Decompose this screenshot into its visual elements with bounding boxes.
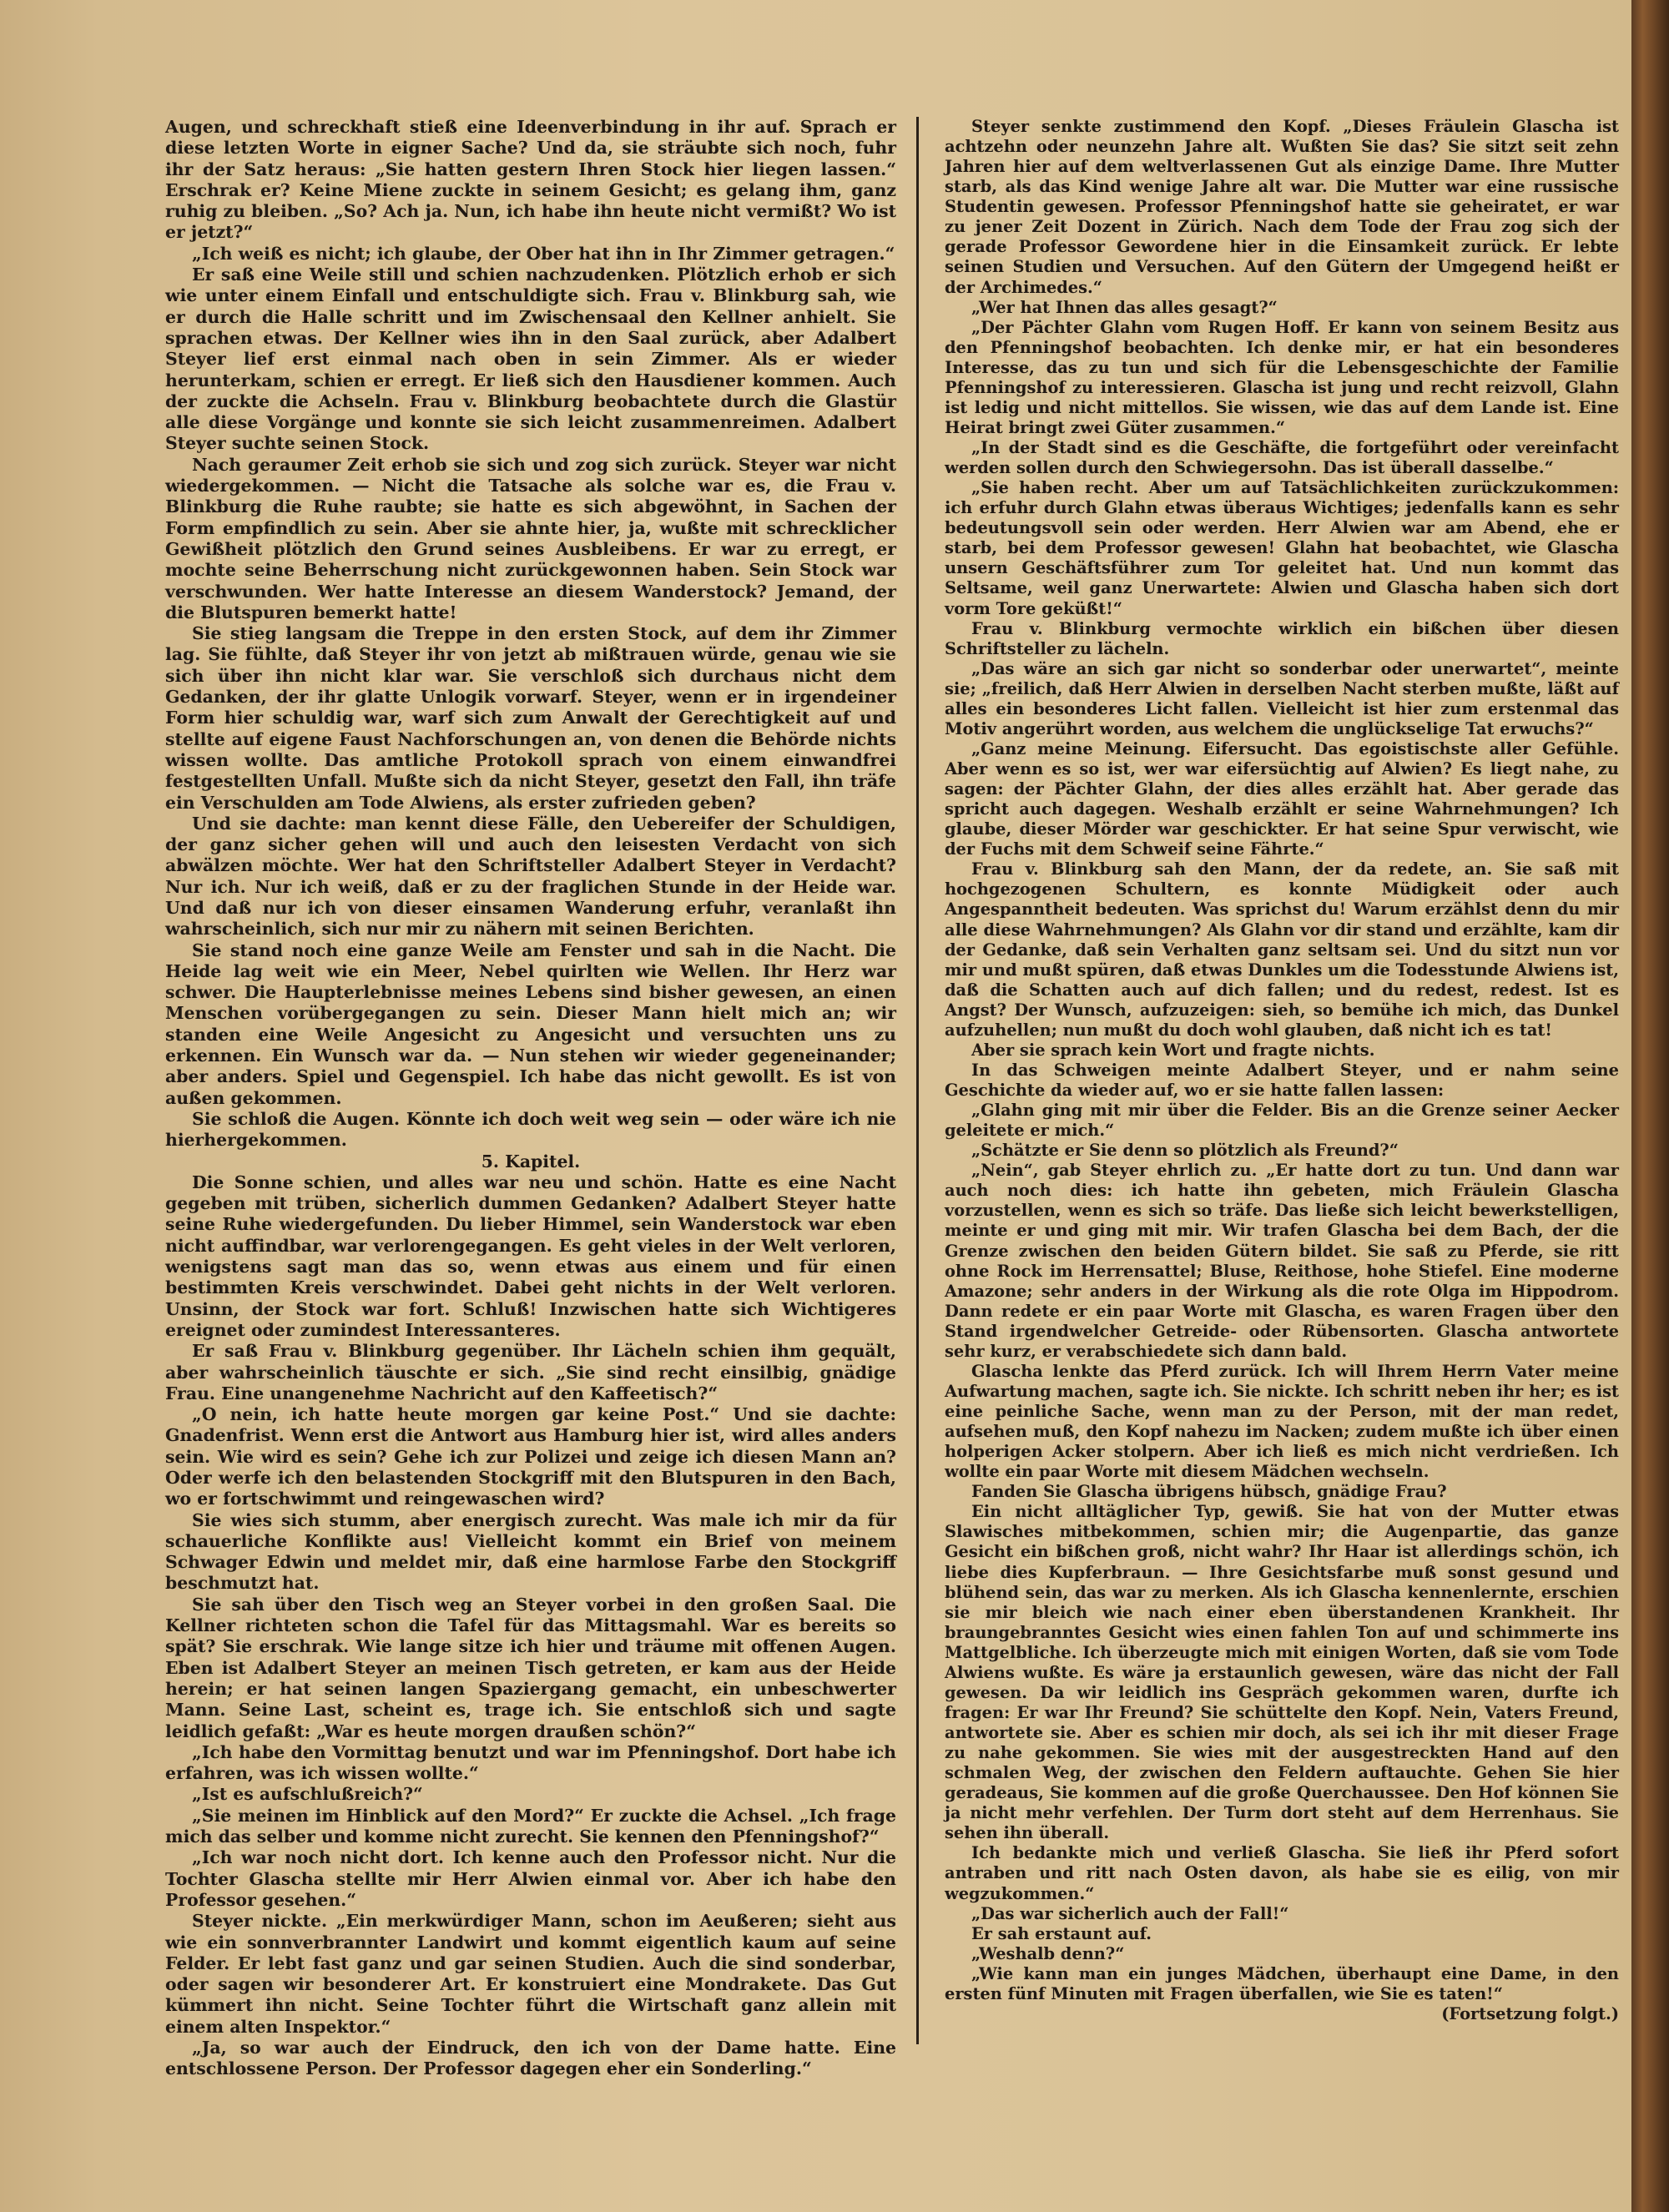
paragraph: „Weshalb denn?“ xyxy=(971,1943,1125,1963)
paragraph: „Ich habe den Vormittag benutzt und war im Pfenningshof. Dort habe ich erfahren, was ich wissen wollte.“ xyxy=(165,1741,896,1784)
paragraph: „Sie haben recht. Aber um auf Tatsächlichkeiten zurückzukommen: ich erfuhr durch Glahn etwas überaus Wichtiges; jedenfalls kann es sehr bedeutungsvoll sein oder werden. Herr Alwien war am Abend, ehe er starb, bei dem Professor gewesen! Glahn hat beobachtet, wie Glascha unsern Geschäftsführer zum Tor geleitet hat. Und nun kommt das Seltsame, weil ganz Unerwartete: Alwien und Glascha haben sich dort vorm Tore geküßt!“ xyxy=(945,478,1619,618)
paragraph: Augen, und schreckhaft stieß eine Ideenverbindung in ihr auf. Sprach er diese letzten Worte in eigner Sache? Und da, sie sträubte sich noch, fuhr ihr der Satz heraus: „Sie hatten gestern Ihren Stock hier liegen lassen.“ Erschrak er? Keine Miene zuckte in seinem Gesicht; es gelang ihm, ganz ruhig zu bleiben. „So? Ach ja. Nun, ich habe ihn heute nicht vermißt? Wo ist er jetzt?“ xyxy=(165,117,896,243)
paragraph: Fanden Sie Glascha übrigens hübsch, gnädige Frau? xyxy=(971,1482,1447,1502)
paragraph: Glascha lenkte das Pferd zurück. Ich will Ihrem Herrn Vater meine Aufwartung machen, sagte ich. Sie nickte. Ich schritt neben ihr her; es ist eine peinliche Sache, wenn man zu der Person, mit der man redet, aufsehen muß, den Kopf nahezu im Nacken; zudem mußte ich über einen holperigen Acker stolpern. Aber ich ließ es mich nicht verdrießen. Ich wollte ein paar Worte mit diesem Mädchen wechseln. xyxy=(945,1361,1619,1482)
chapter-heading: 5. Kapitel. xyxy=(481,1151,581,1172)
book-binding-edge xyxy=(1631,0,1669,2212)
paragraph: „Ich war noch nicht dort. Ich kenne auch den Professor nicht. Nur die Tochter Glascha stellte mir Herr Alwien einmal vor. Aber ich habe den Professor gesehen.“ xyxy=(165,1847,896,1910)
paragraph: Und sie dachte: man kennt diese Fälle, den Uebereifer der Schuldigen, der ganz sicher gehen will und auch den leisesten Verdacht von sich abwälzen möchte. Wer hat den Schriftsteller Adalbert Steyer in Verdacht? Nur ich. Nur ich weiß, daß er zu der fraglichen Stunde in der Heide war. Und daß nur ich von dieser einsamen Wanderung erfuhr, veranlaßt ihn wahrscheinlich, sich nur mir zu nähern mit seinen Berichten. xyxy=(165,813,896,940)
paragraph: „In der Stadt sind es die Geschäfte, die fortgeführt oder vereinfacht werden sollen durch den Schwiegersohn. Das ist überall dasselbe.“ xyxy=(945,438,1619,478)
paragraph: Er sah erstaunt auf. xyxy=(971,1923,1152,1943)
paragraph: „Wer hat Ihnen das alles gesagt?“ xyxy=(971,297,1278,317)
paragraph: „Ich weiß es nicht; ich glaube, der Ober hat ihn in Ihr Zimmer getragen.“ xyxy=(192,243,895,264)
paragraph: Sie schloß die Augen. Könnte ich doch weit weg sein — oder wäre ich nie hierhergekommen. xyxy=(165,1108,896,1151)
paragraph: Steyer nickte. „Ein merkwürdiger Mann, schon im Aeußeren; sieht aus wie ein sonnverbrannter Landwirt und kommt eigentlich kaum auf seine Felder. Er lebt fast ganz und gar seinen Studien. Auch die sind sonderbar, oder sagen wir besonderer Art. Er konstruiert eine Mondrakete. Das Gut kümmert ihn nicht. Seine Tochter führt die Wirtschaft ganz allein mit einem alten Inspektor.“ xyxy=(165,1911,896,2037)
paragraph: „Nein“, gab Steyer ehrlich zu. „Er hatte dort zu tun. Und dann war auch noch dies: ich hatte ihn gebeten, mich Fräulein Glascha vorzustellen, wenn es sich so träfe. Das ließe sich leicht bewerkstelligen, meinte er und ging mit mir. Wir trafen Glascha bei dem Bach, der die Grenze zwischen den beiden Gütern bildet. Sie saß zu Pferde, sie ritt ohne Rock im Herrensattel; Bluse, Reithose, hohe Stiefel. Eine moderne Amazone; sehr anders in der Wirkung als die rote Olga im Hippodrom. Dann redete er ein paar Worte mit Glascha, es waren Fragen über den Stand irgendwelcher Getreide- oder Rübensorten. Glascha antwortete sehr kurz, er verabschiedete sich dann bald. xyxy=(945,1161,1619,1361)
paragraph: „Wie kann man ein junges Mädchen, überhaupt eine Dame, in den ersten fünf Minuten mit Fragen überfallen, wie Sie es taten!“ xyxy=(945,1963,1619,2003)
paragraph: Ein nicht alltäglicher Typ, gewiß. Sie hat von der Mutter etwas Slawisches mitbekommen, schien mir; die Augenpartie, das ganze Gesicht ein bißchen groß, nicht wahr? Ihr Haar ist allerdings schön, ich liebe dies Kupferbraun. — Ihre Gesichtsfarbe muß sonst gesund und blühend sein, das war zu merken. Als ich Glascha kennenlernte, erschien sie mir bleich wie nach einer eben überstandenen Krankheit. Ihr braungebranntes Gesicht wies einen fahlen Ton auf und schimmerte ins Mattgelbliche. Ich überzeugte mich mit einigen Worten, daß sie vom Tode Alwiens wußte. Es wäre ja erstaunlich gewesen, wäre das nicht der Fall gewesen. Da wir leidlich ins Gespräch gekommen waren, durfte ich fragen: Er war Ihr Freund? Sie schüttelte den Kopf. Nein, Vaters Freund, antwortete sie. Aber es schien mir doch, als sei ich ihr mit dieser Frage zu nahe gekommen. Sie wies mit der ausgestreckten Hand auf den schmalen Weg, der zwischen den Feldern auftauchte. Gehen Sie hier geradeaus, Sie kommen auf die große Querchaussee. Den Hof können Sie ja nicht mehr verfehlen. Der Turm dort steht auf dem Herrenhaus. Sie sehen ihn überall. xyxy=(945,1502,1619,1843)
paragraph: „Sie meinen im Hinblick auf den Mord?“ Er zuckte die Achsel. „Ich frage mich das selber und komme nicht zurecht. Sie kennen den Pfenningshof?“ xyxy=(165,1805,896,1847)
paragraph: Er saß Frau v. Blinkburg gegenüber. Ihr Lächeln schien ihm gequält, aber wahrscheinlich täuschte er sich. „Sie sind recht einsilbig, gnädige Frau. Eine unangenehme Nachricht auf den Kaffeetisch?“ xyxy=(165,1341,896,1403)
paragraph: Die Sonne schien, und alles war neu und schön. Hatte es eine Nacht gegeben mit trüben, sicherlich dummen Gedanken? Adalbert Steyer hatte seine Ruhe wiedergefunden. Du lieber Himmel, sein Wanderstock war eben nicht auffindbar, war verlorengegangen. Es geht vieles in der Welt verloren, wenigstens sagt man das so, wenn etwas aus einem und für einen bestimmten Kreis verschwindet. Dabei geht nichts in der Welt verloren. Unsinn, der Stock war fort. Schluß! Inzwischen hatte sich Wichtigeres ereignet oder zumindest Interessanteres. xyxy=(165,1172,896,1340)
paragraph: „Glahn ging mit mir über die Felder. Bis an die Grenze seiner Aecker geleitete er mich.“ xyxy=(945,1101,1619,1141)
paragraph: In das Schweigen meinte Adalbert Steyer, und er nahm seine Geschichte da wieder auf, wo er sie hatte fallen lassen: xyxy=(945,1060,1619,1100)
continuation-note: (Fortsetzung folgt.) xyxy=(1441,2003,1619,2023)
paragraph: „Das war sicherlich auch der Fall!“ xyxy=(971,1903,1289,1923)
paragraph: „O nein, ich hatte heute morgen gar keine Post.“ Und sie dachte: Gnadenfrist. Wenn erst die Antwort aus Hamburg hier ist, wird alles anders sein. Wie wird es sein? Gehe ich zur Polizei und zeige ich diesen Mann an? Oder werfe ich den belastenden Stockgriff mit den Blutspuren in den Bach, wo er fortschwimmt und reingewaschen wird? xyxy=(165,1404,896,1509)
paragraph: Sie sah über den Tisch weg an Steyer vorbei in den großen Saal. Die Kellner richteten schon die Tafel für das Mittagsmahl. War es bereits so spät? Sie erschrak. Wie lange sitze ich hier und träume mit offenen Augen. Eben ist Adalbert Steyer an meinen Tisch getreten, er kam aus der Heide herein; er hat seinen langen Spaziergang gemacht, ein unbeschwerter Mann. Seine Last, scheint es, trage ich. Sie entschloß sich und sagte leidlich gefaßt: „War es heute morgen draußen schön?“ xyxy=(165,1594,896,1741)
paragraph: „Schätzte er Sie denn so plötzlich als Freund?“ xyxy=(971,1141,1399,1161)
paragraph: „Das wäre an sich gar nicht so sonderbar oder unerwartet“, meinte sie; „freilich, daß Herr Alwien in derselben Nacht sterben mußte, läßt auf alles ein besonderes Licht fallen. Vielleicht ist hier zum erstenmal das Motiv angerührt worden, aus welchem die unglückselige Tat erwuchs?“ xyxy=(945,658,1619,738)
paragraph: „Der Pächter Glahn vom Rugen Hoff. Er kann von seinem Besitz aus den Pfenningshof beobachten. Ich denke mir, er hat ein besonderes Interesse, das zu tun und sich für die Lebensgeschichte der Familie Pfenningshof zu interessieren. Glascha ist jung und recht reizvoll, Glahn ist ledig und nicht mittellos. Sie wissen, wie das auf dem Lande ist. Eine Heirat bringt zwei Güter zusammen.“ xyxy=(945,317,1619,437)
paragraph: Frau v. Blinkburg vermochte wirklich ein bißchen über diesen Schriftsteller zu lächeln. xyxy=(945,618,1619,658)
right-column xyxy=(945,117,1619,2024)
paragraph: Sie wies sich stumm, aber energisch zurecht. Was male ich mir da für schauerliche Konflikte aus! Vielleicht kommt ein Brief von meinem Schwager Edwin und meldet mir, daß eine harmlose Farbe den Stockgriff beschmutzt hat. xyxy=(165,1509,896,1594)
paragraph: Sie stieg langsam die Treppe in den ersten Stock, auf dem ihr Zimmer lag. Sie fühlte, daß Steyer ihr von jetzt ab mißtrauen würde, genau wie sie sich über ihn nicht klar war. Sie verschloß sich durchaus nicht dem Gedanken, der ihr glatte Unlogik vorwarf. Steyer, wenn er in irgendeiner Form hier schuldig war, warf sich zum Anwalt der Gerechtigkeit auf und stellte auf eigene Faust Nachforschungen an, von denen die Behörde nichts wissen wollte. Das amtliche Protokoll sprach von einem einwandfrei festgestellten Unfall. Mußte sich da nicht Steyer, gesetzt den Fall, ihn träfe ein Verschulden am Tode Alwiens, als erster zufrieden geben? xyxy=(165,623,896,813)
paragraph: Er saß eine Weile still und schien nachzudenken. Plötzlich erhob er sich wie unter einem Einfall und entschuldigte sich. Frau v. Blinkburg sah, wie er durch die Halle schritt und im Zwischensaal den Kellner anhielt. Sie sprachen etwas. Der Kellner wies ihn in den Saal zurück, aber Adalbert Steyer lief erst einmal nach oben in sein Zimmer. Als er wieder herunterkam, schien er erregt. Er ließ sich den Hausdiener kommen. Auch der zuckte die Achseln. Frau v. Blinkburg beobachtete durch die Glastür alle diese Vorgänge und konnte sie sich leicht zusammenreimen. Adalbert Steyer suchte seinen Stock. xyxy=(165,265,896,454)
paragraph: Steyer senkte zustimmend den Kopf. „Dieses Fräulein Glascha ist achtzehn oder neunzehn Jahre alt. Wußten Sie das? Sie sitzt seit zehn Jahren hier auf dem weltverlassenen Gut als einzige Dame. Ihre Mutter starb, als das Kind wenige Jahre alt war. Die Mutter war eine russische Studentin gewesen. Professor Pfenningshof hatte sie geheiratet, er war zu jener Zeit Dozent in Zürich. Nach dem Tode der Frau zog sich der gerade Professor Gewordene hier in die Einsamkeit zurück. Er lebte seinen Studien und Versuchen. Auf den Gütern der Umgegend heißt er der Archimedes.“ xyxy=(945,117,1619,297)
paragraph: Frau v. Blinkburg sah den Mann, der da redete, an. Sie saß mit hochgezogenen Schultern, es konnte Müdigkeit oder auch Angespanntheit bedeuten. Was sprichst du! Warum erzählst denn du mir alle diese Wahrnehmungen? Als Glahn vor dir stand und erzählte, kam dir der Gedanke, daß sein Verhalten ganz seltsam sei. Und du sitzt nun vor mir und mußt spüren, daß etwas Dunkles um die Todesstunde Alwiens ist, daß die Schatten auch auf dich fallen; und du redest, redest. Ist es Angst? Der Wunsch, aufzuzeigen: sieh, so bemühe ich mich, das Dunkel aufzuhellen; nun mußt du doch wohl glauben, daß nicht ich es tat! xyxy=(945,859,1619,1040)
paragraph: Nach geraumer Zeit erhob sie sich und zog sich zurück. Steyer war nicht wiedergekommen. — Nicht die Tatsache als solche war es, die Frau v. Blinkburg die Ruhe raubte; sie hatte es sich abgewöhnt, in Sachen der Form empfindlich zu sein. Aber sie ahnte hier, ja, wußte mit schrecklicher Gewißheit plötzlich den Grund seines Ausbleibens. Er war zu erregt, er mochte seine Beherrschung nicht zurückgewonnen haben. Sein Stock war verschwunden. Wer hatte Interesse an diesem Wanderstock? Jemand, der die Blutspuren bemerkt hatte! xyxy=(165,454,896,622)
paragraph: „Ganz meine Meinung. Eifersucht. Das egoistischste aller Gefühle. Aber wenn es so ist, wer war eifersüchtig auf Alwien? Es liegt nahe, zu sagen: der Pächter Glahn, der dies alles erzählt hat. Aber gerade das spricht auch dagegen. Weshalb erzählt er seine Wahrnehmungen? Ich glaube, dieser Mörder war geschickter. Er hat seine Spur verwischt, wie der Fuchs mit dem Schweif seine Fährte.“ xyxy=(945,738,1619,859)
left-column xyxy=(165,117,896,2080)
column-divider xyxy=(916,117,919,2044)
paragraph: Aber sie sprach kein Wort und fragte nichts. xyxy=(971,1040,1375,1060)
paragraph: „Ist es aufschlußreich?“ xyxy=(192,1784,423,1805)
paragraph: Sie stand noch eine ganze Weile am Fenster und sah in die Nacht. Die Heide lag weit wie ein Meer, Nebel quirlten wie Wellen. Ihr Herz war schwer. Die Haupterlebnisse meines Lebens sind bisher gewesen, an einen Menschen vorübergegangen zu sein. Dieser Mann hielt mich an; wir standen eine Weile Angesicht zu Angesicht und versuchten uns zu erkennen. Ein Wunsch war da. — Nun stehen wir wieder gegeneinander; aber anders. Spiel und Gegenspiel. Ich habe das nicht gewollt. Es ist von außen gekommen. xyxy=(165,940,896,1108)
paragraph: Ich bedankte mich und verließ Glascha. Sie ließ ihr Pferd sofort antraben und ritt nach Osten davon, als habe sie es eilig, von mir wegzukommen.“ xyxy=(945,1843,1619,1903)
paragraph: „Ja, so war auch der Eindruck, den ich von der Dame hatte. Eine entschlossene Person. Der Professor dagegen eher ein Sonderling.“ xyxy=(165,2038,896,2079)
